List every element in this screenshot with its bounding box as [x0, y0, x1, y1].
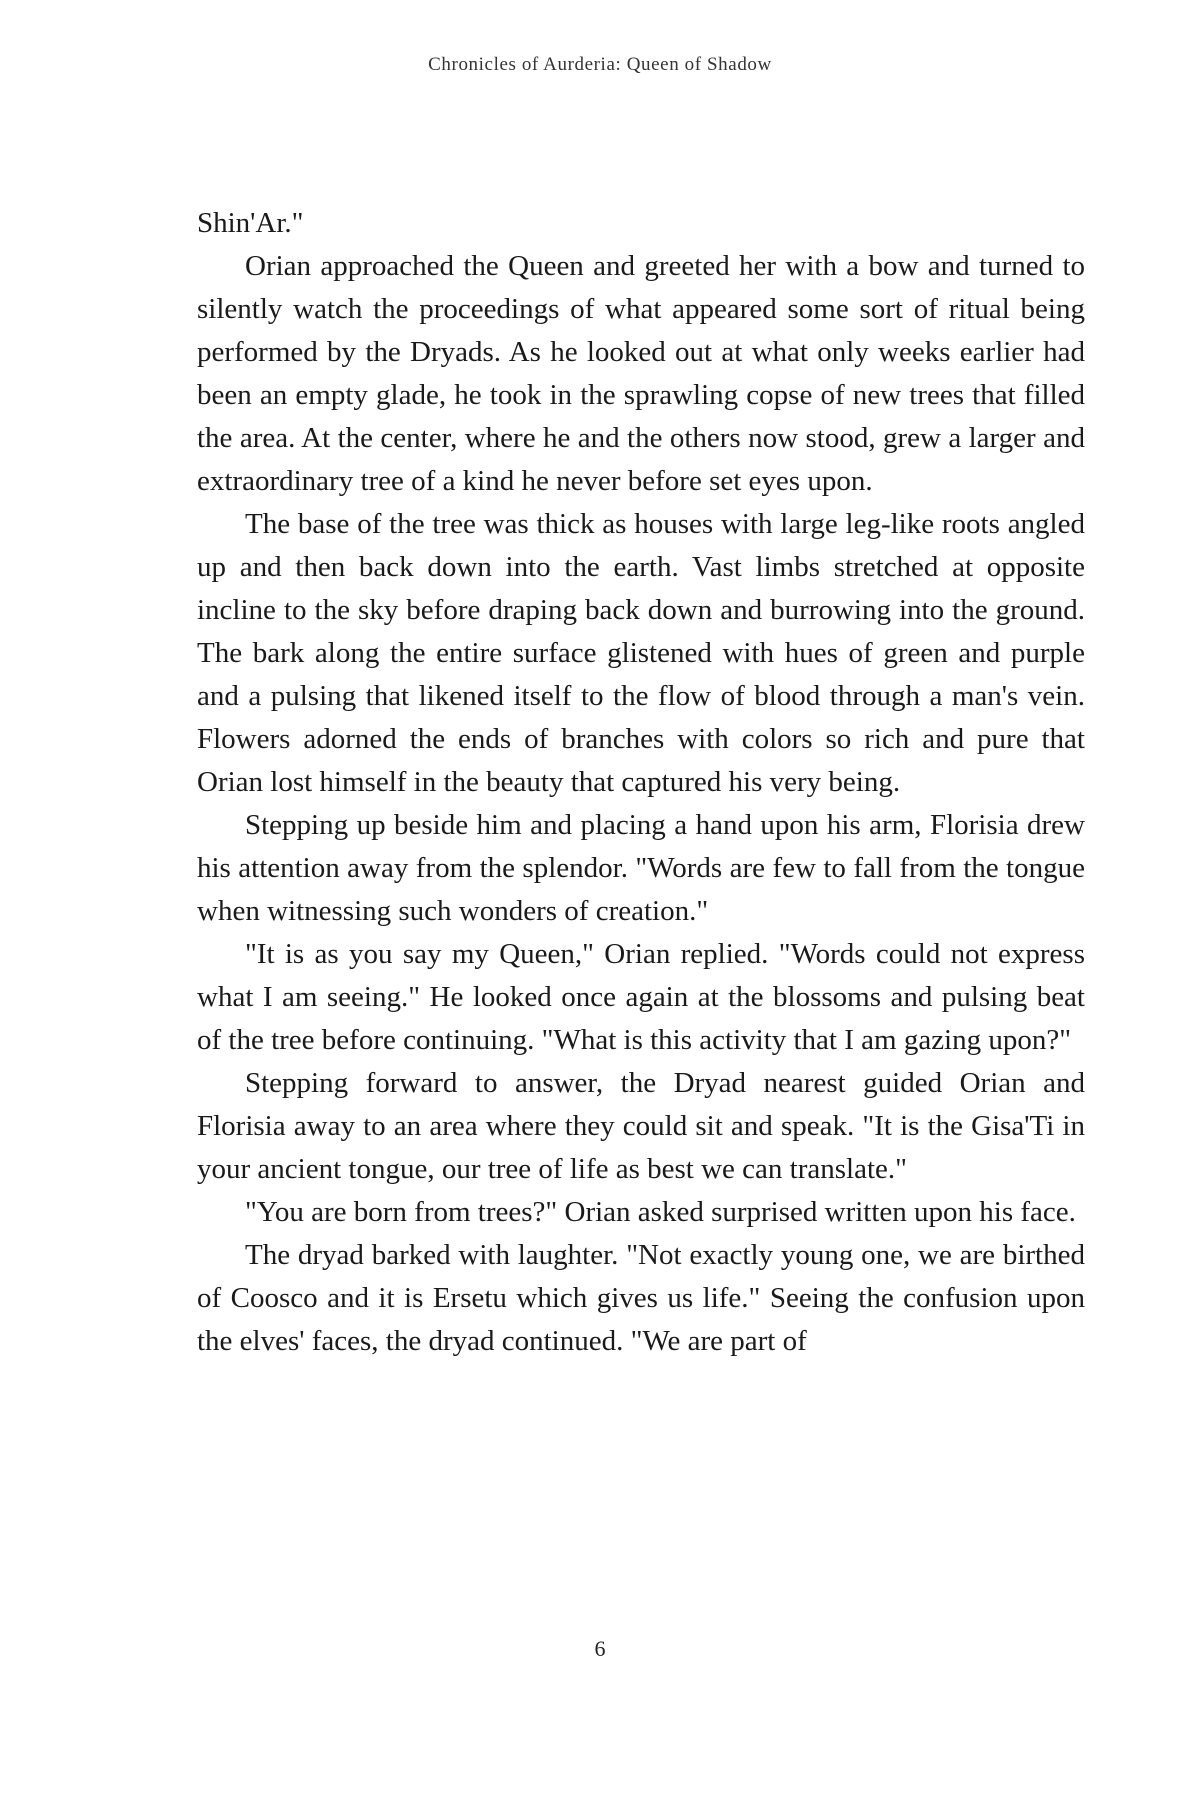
paragraph: "You are born from trees?" Orian asked surprised written upon his face.	[245, 1196, 1076, 1228]
paragraph: Orian approached the Queen and greeted her with a bow and turned to silently watch the proceedings of what appeared some sort of ritual being performed by the Dryads. As he looked out at what only weeks earlier had been an empty glade, he took in the sprawling copse of new trees that filled the area. At the center, where he and the others now stood, grew a larger and extraordinary tree of a kind he never before set eyes upon.	[197, 250, 1085, 497]
paragraph: Stepping forward to answer, the Dryad nearest guided Orian and Florisia away to an area where they could sit and speak. "It is the Gisa'Ti in your ancient tongue, our tree of life as best we can translate."	[197, 1067, 1085, 1185]
paragraph: "It is as you say my Queen," Orian replied. "Words could not express what I am seeing." He looked once again at the blossoms and pulsing beat of the tree before continuing. "What is this activity that I am gazing upon?"	[197, 938, 1085, 1056]
paragraph: Stepping up beside him and placing a hand upon his arm, Florisia drew his attention away from the splendor. "Words are few to fall from the tongue when witnessing such wonders of creation."	[197, 809, 1085, 927]
paragraph: The dryad barked with laughter. "Not exactly young one, we are birthed of Coosco and it is Ersetu which gives us life." Seeing the confusion upon the elves' faces, the dryad continued. "We are part of	[197, 1239, 1085, 1357]
page-number: 6	[594, 1636, 606, 1661]
running-header: Chronicles of Aurderia: Queen of Shadow	[428, 54, 772, 75]
body-text	[197, 202, 1085, 1363]
paragraph: Shin'Ar."	[197, 207, 304, 239]
paragraph: The base of the tree was thick as houses with large leg-like roots angled up and then back down into the earth. Vast limbs stretched at opposite incline to the sky before draping back down and burrowing into the ground. The bark along the entire surface glistened with hues of green and purple and a pulsing that likened itself to the flow of blood through a man's vein. Flowers adorned the ends of branches with colors so rich and pure that Orian lost himself in the beauty that captured his very being.	[197, 508, 1085, 798]
